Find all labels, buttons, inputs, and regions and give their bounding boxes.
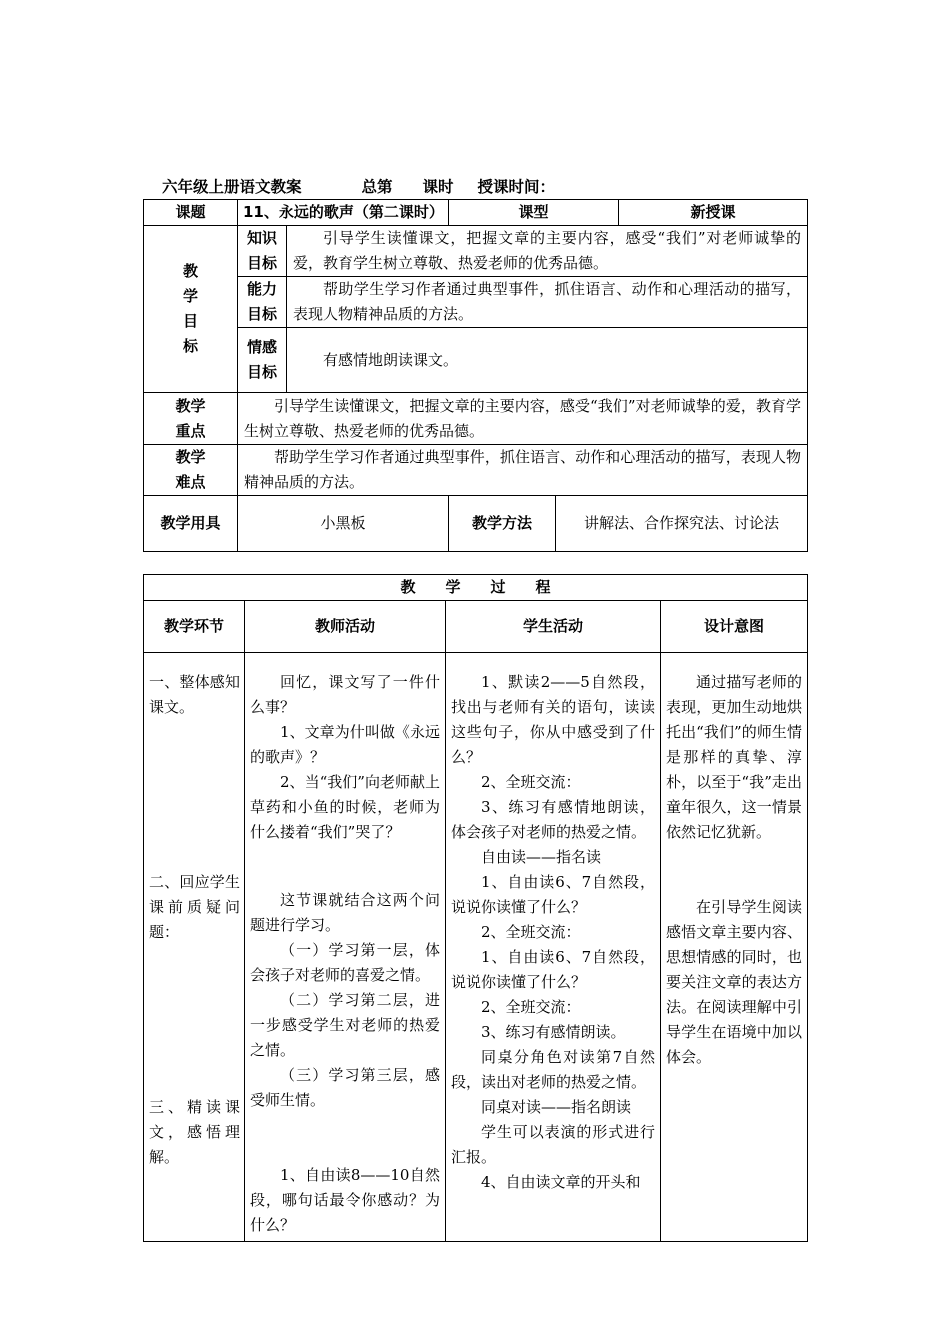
teacher-item: 1、文章为什叫做《永远的歌声》？ [250,723,440,766]
difficulty-points: 帮助学生学习作者通过典型事件，抓住语言、动作和心理活动的描写，表现人物精神品质的方法。 [238,445,808,496]
student-item: 2、全班交流： [481,923,581,941]
knowledge-goal: 引导学生读懂课文，把握文章的主要内容，感受“我们”对老师诚挚的爱，教育学生树立尊敬、热爱老师的优秀品德。 [287,226,808,277]
goals-char-3: 目 [182,312,198,330]
type-label: 课型 [449,200,619,226]
goals-char-1: 教 [182,262,198,280]
topic-label: 课题 [144,200,238,226]
intent-item: 在引导学生阅读感悟文章主要内容、思想情感的同时，也要关注文章的表达方法。在阅读理解中引导学生在语境中加以体会。 [666,898,803,1066]
process-title: 教 学 过 程 [144,575,808,601]
teaching-process-table [143,574,808,1242]
intent-column [661,653,808,1242]
stage-column [144,653,245,1242]
ability-goal: 帮助学生学习作者通过典型事件，抓住语言、动作和心理活动的描写，表现人物精神品质的方法。 [287,277,808,328]
teacher-item: （二）学习第二层，进一步感受学生对老师的热爱之情。 [250,991,440,1059]
col-teacher: 教师活动 [245,601,446,653]
student-item: 同桌分角色对读第7自然段，读出对老师的热爱之情。 [451,1048,655,1091]
lesson-label: 课时 [422,178,454,196]
col-student: 学生活动 [446,601,661,653]
method-value: 讲解法、合作探究法、讨论法 [556,496,808,552]
ability-label: 能力 目标 [238,277,287,328]
student-item: 1、自由读6、7自然段，说说你读懂了什么？ [451,948,655,991]
doc-title: 六年级上册语文教案 [162,178,302,196]
topic-value: 11、永远的歌声（第二课时） [238,200,449,226]
method-label: 教学方法 [449,496,556,552]
knowledge-label: 知识 目标 [238,226,287,277]
student-item: 学生可以表演的形式进行汇报。 [451,1123,655,1166]
tools-value: 小黑板 [238,496,449,552]
emotion-label: 情感 目标 [238,328,287,393]
student-column [446,653,661,1242]
student-item: 3、练习有感情朗读。 [481,1023,626,1041]
key-points-label: 教学 重点 [144,393,238,445]
teacher-item: （三）学习第三层，感受师生情。 [250,1066,440,1109]
teacher-item: 这节课就结合这两个问题进行学习。 [250,891,440,934]
difficulty-label: 教学 难点 [144,445,238,496]
student-item: 1、自由读6、7自然段，说说你读懂了什么？ [451,873,655,916]
time-label: 授课时间： [477,178,556,196]
type-value: 新授课 [619,200,808,226]
student-item: 2、全班交流： [481,998,581,1016]
teacher-column [245,653,446,1242]
stage-1: 一、整体感知课文。 [149,673,240,716]
total-label: 总第 [361,178,393,196]
goals-char-2: 学 [182,287,198,305]
student-item: 2、全班交流： [481,773,581,791]
teacher-item: 回忆，课文写了一件什么事？ [250,673,440,716]
student-item: 自由读——指名读 [481,848,602,866]
stage-3: 三、精读课文，感悟理解。 [149,1098,240,1166]
intent-item: 通过描写老师的表现，更加生动地烘托出“我们”的师生情是那样的真挚、淳朴，以至于“我”走出童年很久，这一情景依然记忆犹新。 [666,673,803,841]
key-points: 引导学生读懂课文，把握文章的主要内容，感受“我们”对老师诚挚的爱，教育学生树立尊敬、热爱老师的优秀品德。 [238,393,808,445]
lesson-info-table [143,199,808,552]
student-item: 3、练习有感情地朗读，体会孩子对老师的热爱之情。 [451,798,655,841]
goals-label [144,226,238,393]
teacher-item: 2、当“我们”向老师献上草药和小鱼的时候，老师为什么搂着“我们”哭了？ [250,773,440,841]
teacher-item: （一）学习第一层，体会孩子对老师的喜爱之情。 [250,941,440,984]
student-item: 4、自由读文章的开头和 [481,1173,641,1191]
document-header [162,175,555,197]
student-item: 1、默读2——5自然段，找出与老师有关的语句，读读这些句子，你从中感受到了什么？ [451,673,655,766]
col-intent: 设计意图 [661,601,808,653]
teacher-item: 1、自由读8——10自然段，哪句话最令你感动？为什么？ [250,1166,440,1234]
tools-label: 教学用具 [144,496,238,552]
emotion-goal: 有感情地朗读课文。 [287,328,808,393]
col-stage: 教学环节 [144,601,245,653]
stage-2: 二、回应学生课前质疑问题： [149,873,240,941]
student-item: 同桌对读——指名朗读 [481,1098,632,1116]
goals-char-4: 标 [182,337,198,355]
